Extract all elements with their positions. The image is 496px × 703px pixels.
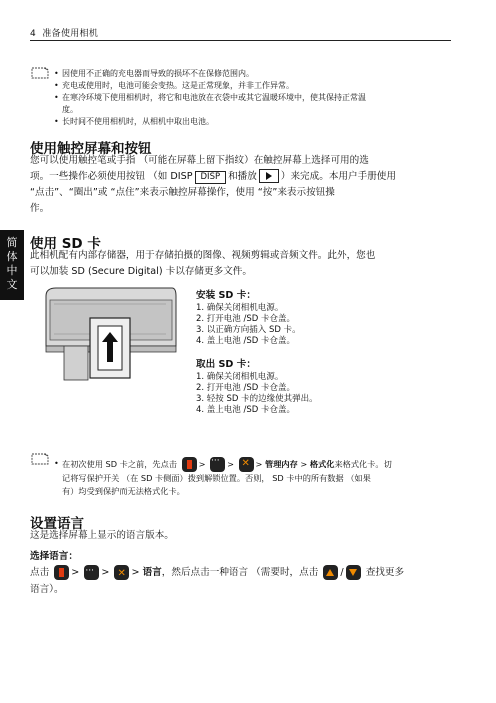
more-button-icon [210,457,225,472]
section-heading-sd: 使用 SD 卡 [30,236,101,252]
menu-button-icon [182,457,197,472]
select-language-title: 选择语言： [30,551,78,562]
scroll-up-icon [323,565,338,580]
setup-button-icon [114,565,129,580]
page-header [30,26,98,39]
remove-step: 1. 确保关闭相机电源。 [196,372,284,382]
touch-text: 和播放 [228,171,257,182]
note-line: 有）均受到保护而无法格式化卡。 [62,486,185,496]
path-separator: > [300,459,308,469]
more-button-icon [84,565,99,580]
install-step: 3. 以正确方向插入 SD 卡。 [196,325,301,335]
path-separator: > [198,459,206,469]
menu-button-icon [54,565,69,580]
touch-line: “点击”、“圈出”或 “点住”来表示触控屏幕操作，使用 “按”来表示按钮操 [30,187,335,198]
touch-line: 您可以使用触控笔或手指 （可能在屏幕上留下指纹）在触控屏幕上选择可用的选 [30,155,369,166]
language-desc: 这是选择屏幕上显示的语言版本。 [30,530,174,541]
touch-text: ）来完成。本用户手册使用 [280,171,396,182]
note-text: 在初次使用 SD 卡之前，先点击 [62,459,177,469]
menu-path-memory: 管理内存 [265,459,298,469]
camera-sd-illustration [44,286,178,382]
path-separator: > [131,567,140,578]
setup-button-icon [239,457,254,472]
side-tab-char: 简 [6,236,18,249]
note-item-continued [62,104,78,116]
side-tab-char: 体 [6,250,18,263]
remove-step: 4. 盖上电池 /SD 卡仓盖。 [196,405,296,415]
lang-text: 点击 [30,567,50,578]
sd-line: 此相机配有内部存储器，用于存储拍摄的图像、视频剪辑或音频文件。此外，您也 [30,250,376,261]
sd-paragraph [30,248,460,280]
language-line [30,564,470,581]
remove-sd-title: 取出 SD 卡： [196,359,256,370]
install-step: 1. 确保关闭相机电源。 [196,303,284,313]
install-step: 2. 打开电池 /SD 卡仓盖。 [196,314,296,324]
path-separator: > [71,567,80,578]
touch-paragraph [30,153,460,217]
page-number: 4 [30,29,37,39]
lang-text: 查找更多 [365,567,405,578]
side-tab-char: 中 [6,264,18,277]
touch-text: 项。一些操作必须使用按钮 （如 DISP [30,171,193,182]
note-text: 来格式化卡。切 [334,459,392,469]
lang-text: ，然后点击一种语言 （需要时，点击 [161,567,319,578]
note-item: • 在寒冷环境下使用相机时，将它和电池放在衣袋中或其它温暖环境中，使其保持正常温 [62,92,366,104]
side-tab-char: 文 [6,278,18,291]
menu-path-format: 格式化 [309,459,335,469]
path-separator: > [227,459,234,469]
path-separator: > [255,459,263,469]
language-steps [30,564,470,598]
note-item: • 长时间不使用相机时，从相机中取出电池。 [62,116,214,128]
touch-line: 作。 [30,203,50,214]
note-item-text: 度。 [62,105,78,114]
path-separator: > [101,567,110,578]
menu-path-language: 语言 [142,567,162,578]
slash: / [340,567,344,578]
play-key-icon [259,169,279,183]
touch-line [30,169,460,185]
note-line: 记将写保护开关 （在 SD 卡侧面）拨到解锁位置。否则， SD 卡中的所有数据 （如果 [62,473,371,483]
note-item: • 充电或使用时，电池可能会变热。这是正常现象，并非工作异常。 [62,80,294,92]
install-sd-title: 安装 SD 卡： [196,290,256,301]
disp-key: DISP [195,171,227,184]
note-item [62,457,392,472]
language-line: 语言）。 [30,584,64,595]
install-step: 4. 盖上电池 /SD 卡仓盖。 [196,336,296,346]
language-side-tab [0,230,24,300]
remove-step: 2. 打开电池 /SD 卡仓盖。 [196,383,296,393]
page-header-title: 准备使用相机 [42,29,99,39]
scroll-down-icon [346,565,361,580]
sd-line: 可以加装 SD (Secure Digital) 卡以存储更多文件。 [30,266,252,277]
remove-step: 3. 轻按 SD 卡的边缘使其弹出。 [196,394,318,404]
note-icon [30,452,50,466]
section-heading-language: 设置语言 [30,516,84,532]
note-item: • 因使用不正确的充电器而导致的损坏不在保修范围内。 [62,68,254,80]
section-heading-touch: 使用触控屏幕和按钮 [30,141,152,157]
note-icon [30,66,50,80]
header-rule [30,40,451,41]
